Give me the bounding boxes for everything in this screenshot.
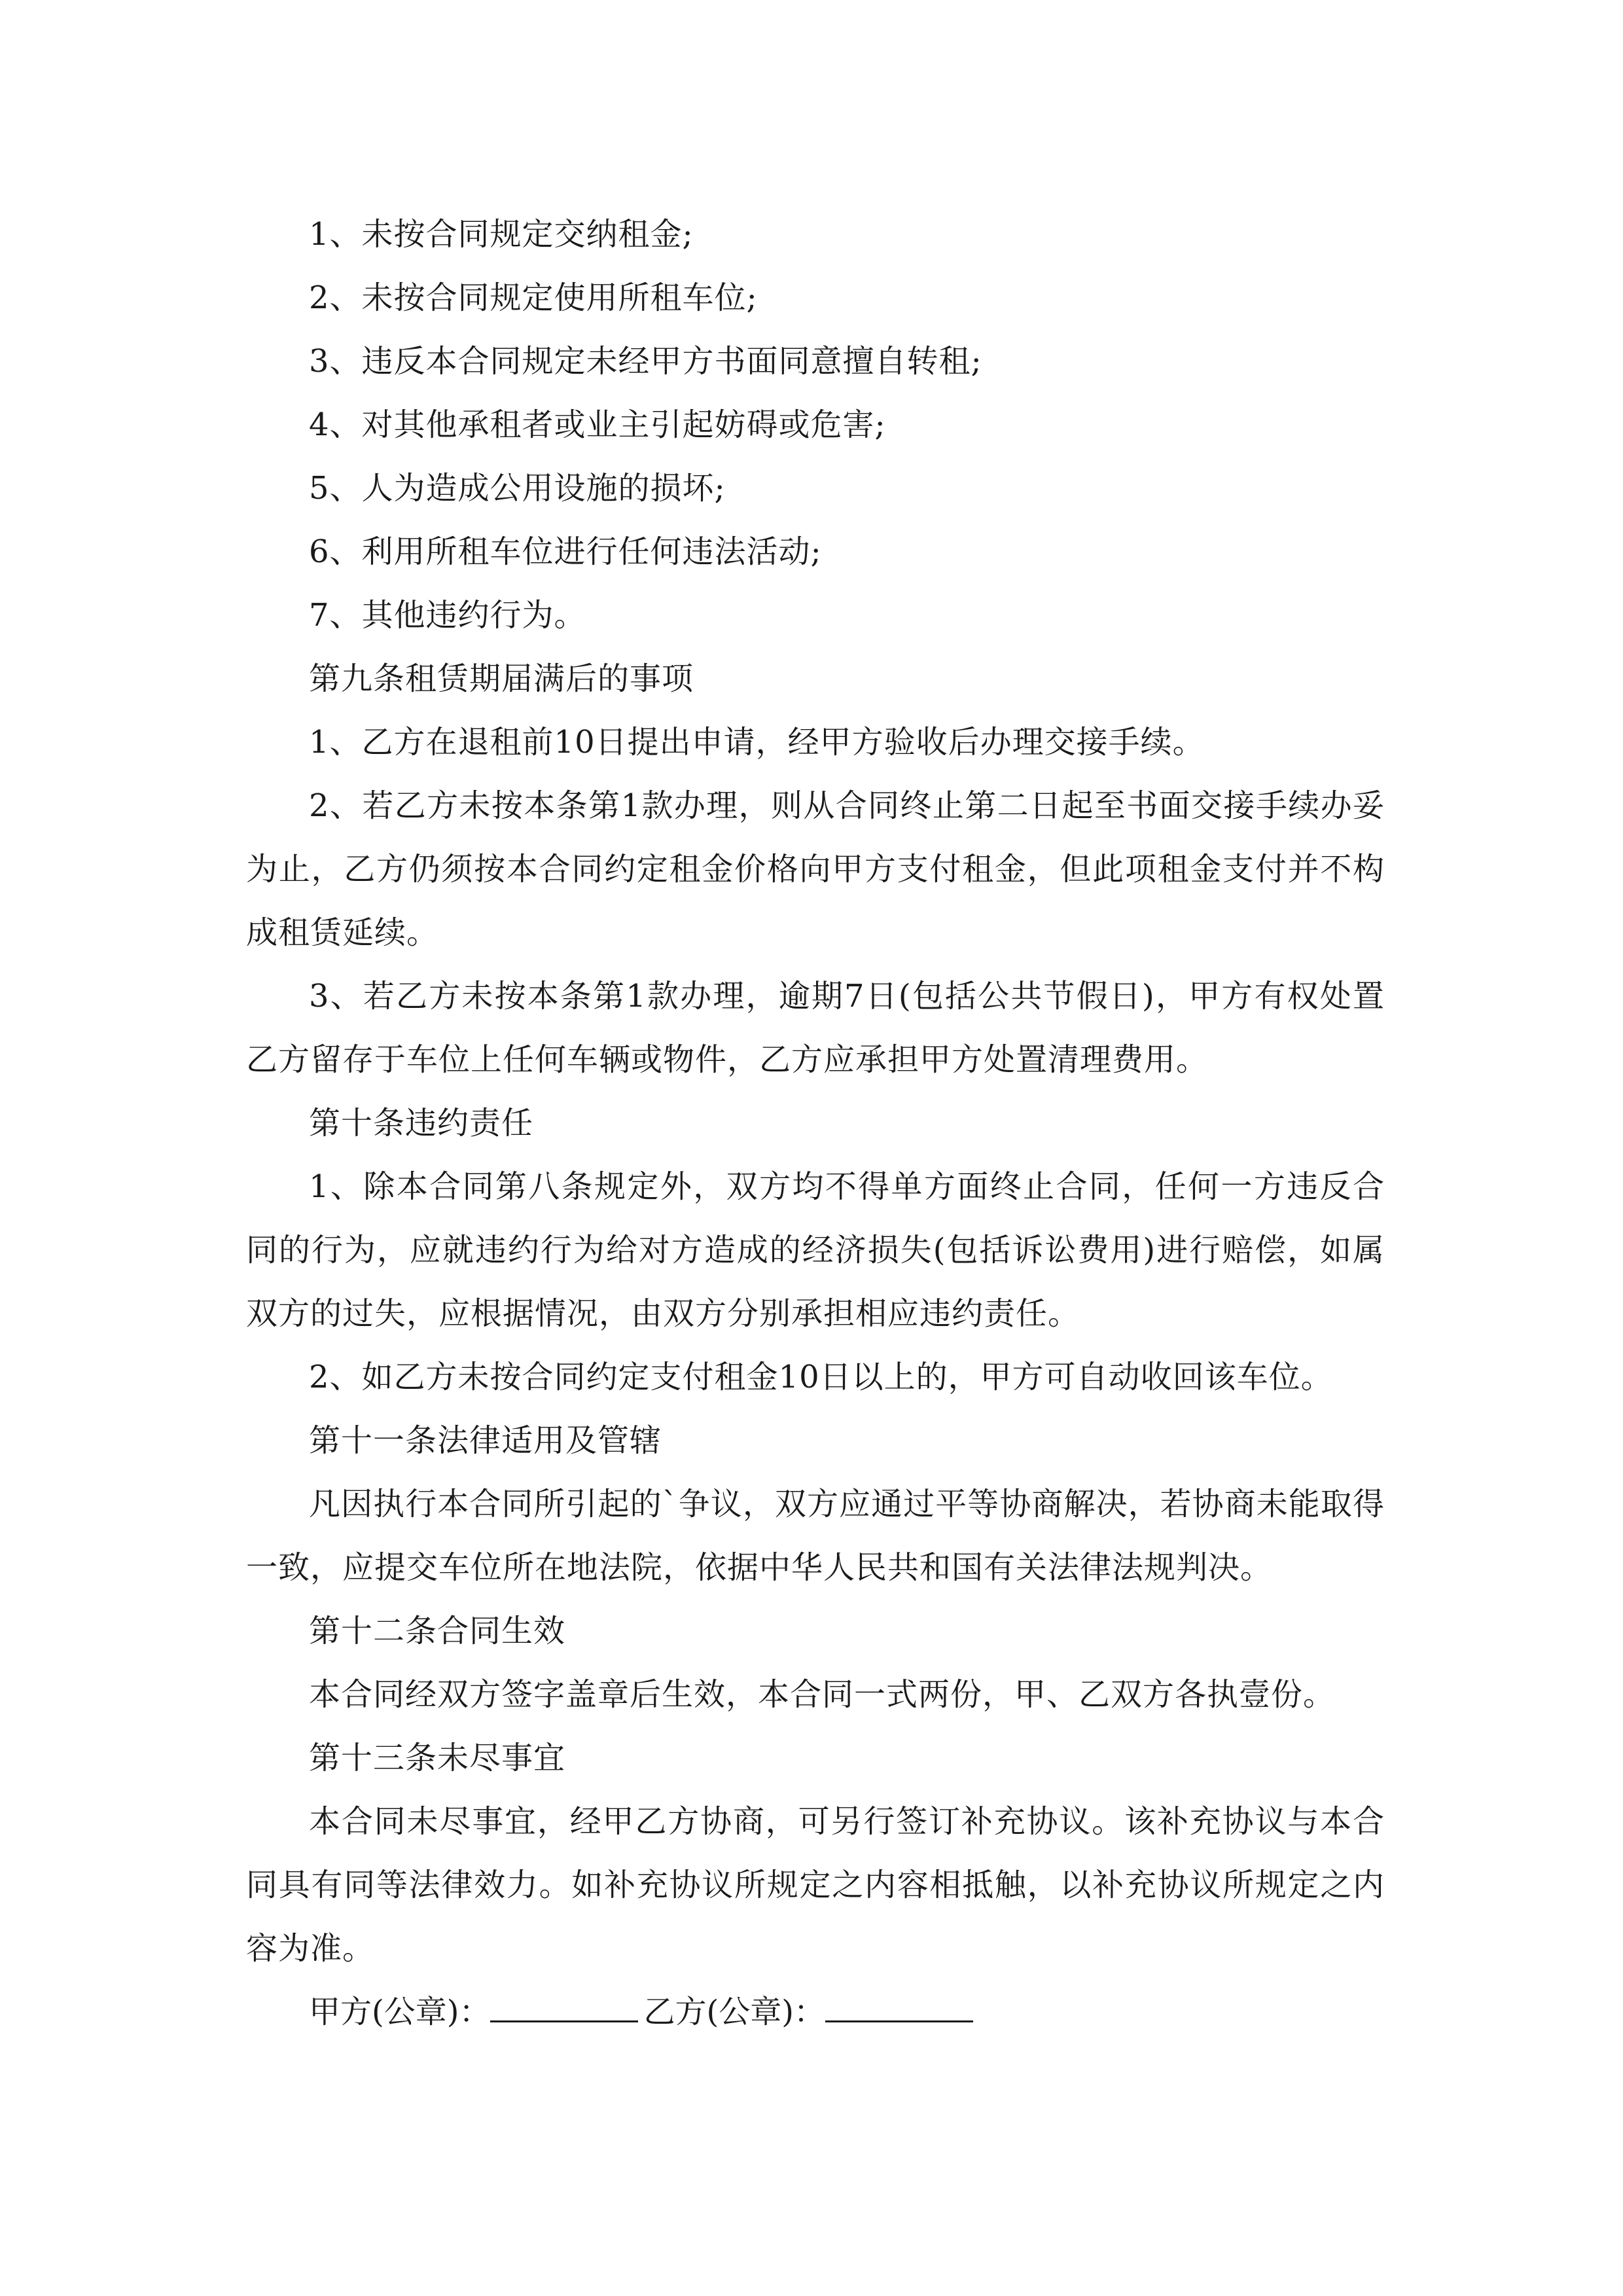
document-page <box>246 203 1385 2044</box>
breach-item-5: 5、人为造成公用设施的损坏; <box>309 470 726 507</box>
breach-item-7: 7、其他违约行为。 <box>309 597 586 634</box>
article13-text: 本合同未尽事宜，经甲乙方协商，可另行签订补充协议。该补充协议与本合同具有同等法律效力。如补充协议所规定之内容相抵触，以补充协议所规定之内容为准。 <box>246 1803 1385 1967</box>
article9-heading: 第九条租赁期届满后的事项 <box>309 660 694 697</box>
breach-item-6: 6、利用所租车位进行任何违法活动; <box>309 533 822 570</box>
party-a-signature-blank[interactable] <box>490 1994 638 2022</box>
breach-item-3: 3、违反本合同规定未经甲方书面同意擅自转租; <box>309 343 982 380</box>
article13-heading: 第十三条未尽事宜 <box>309 1740 566 1776</box>
article11-heading: 第十一条法律适用及管辖 <box>309 1422 662 1459</box>
party-a-label: 甲方(公章)： <box>309 1994 491 2030</box>
breach-item-4: 4、对其他承租者或业主引起妨碍或危害; <box>309 406 886 443</box>
article12-text: 本合同经双方签字盖章后生效，本合同一式两份，甲、乙双方各执壹份。 <box>309 1676 1336 1713</box>
article12-heading: 第十二条合同生效 <box>309 1613 566 1649</box>
article10-item-1: 1、除本合同第八条规定外，双方均不得单方面终止合同，任何一方违反合同的行为，应就违约行为给对方造成的经济损失(包括诉讼费用)进行赔偿，如属双方的过失，应根据情况，由双方分别承担相应违约责任。 <box>246 1168 1385 1332</box>
article11-text: 凡因执行本合同所引起的`争议，双方应通过平等协商解决，若协商未能取得一致，应提交车位所在地法院，依据中华人民共和国有关法律法规判决。 <box>246 1486 1385 1586</box>
article9-item-1: 1、乙方在退租前10日提出申请，经甲方验收后办理交接手续。 <box>309 724 1205 761</box>
article10-item-2: 2、如乙方未按合同约定支付租金10日以上的，甲方可自动收回该车位。 <box>309 1359 1333 1395</box>
party-b-label: 乙方(公章)： <box>643 1994 825 2030</box>
signature-line <box>246 1981 1385 2044</box>
party-b-signature-blank[interactable] <box>825 1994 973 2022</box>
article9-item-2: 2、若乙方未按本条第1款办理，则从合同终止第二日起至书面交接手续办妥为止，乙方仍须按本合同约定租金价格向甲方支付租金，但此项租金支付并不构成租赁延续。 <box>246 787 1385 951</box>
breach-item-1: 1、未按合同规定交纳租金; <box>309 216 694 253</box>
article9-item-3: 3、若乙方未按本条第1款办理，逾期7日(包括公共节假日)，甲方有权处置乙方留存于车位上任何车辆或物件，乙方应承担甲方处置清理费用。 <box>246 978 1385 1078</box>
breach-item-2: 2、未按合同规定使用所租车位; <box>309 279 758 316</box>
article10-heading: 第十条违约责任 <box>309 1105 534 1141</box>
